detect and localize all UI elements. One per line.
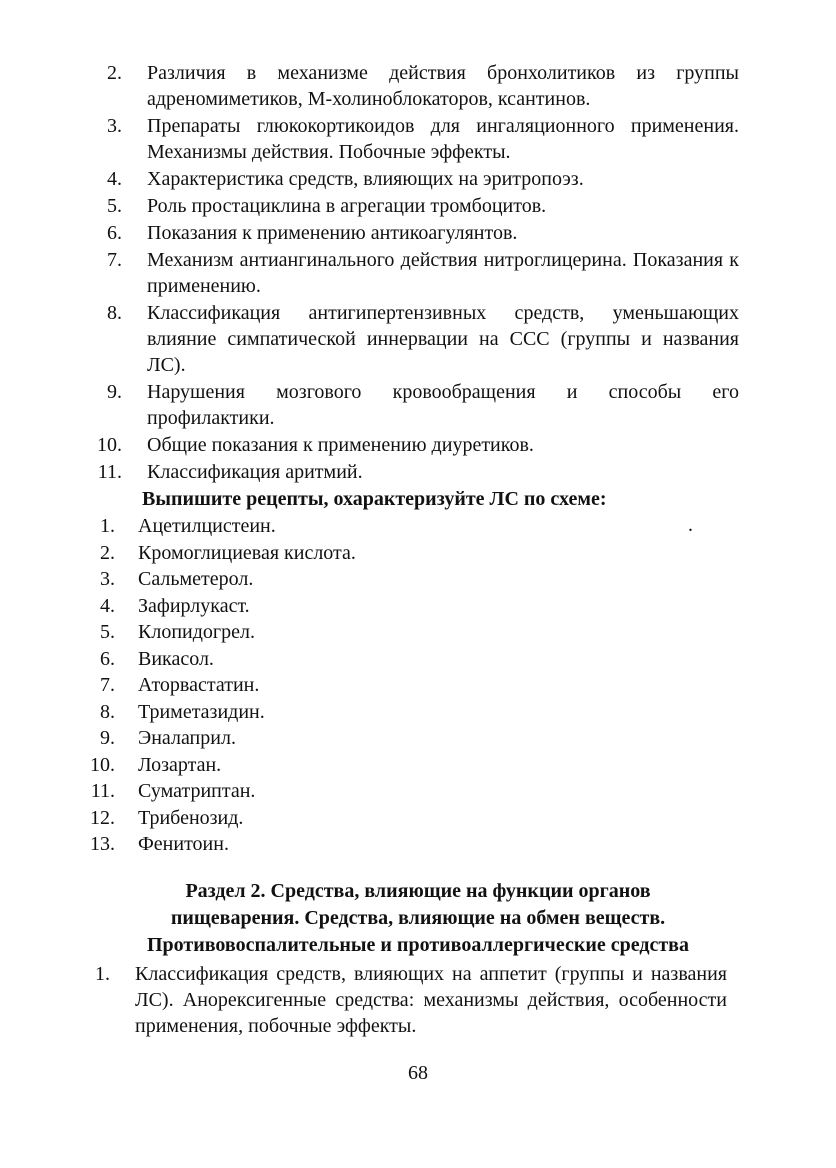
- item-text: Различия в механизме действия бронхолитиков из группы адреномиметиков, М-холиноблокаторов, ксантинов.: [147, 62, 739, 110]
- drug-name: Эналаприл.: [138, 727, 236, 749]
- drug-name: Клопидогрел.: [138, 621, 255, 643]
- item-number: 6.: [100, 647, 115, 670]
- list-item: [0, 831, 836, 858]
- list-item: [0, 725, 836, 752]
- drug-name: Викасол.: [138, 647, 214, 670]
- item-number: 7.: [107, 249, 122, 271]
- item-number: 6.: [107, 222, 122, 244]
- item-number: 8.: [107, 302, 122, 324]
- item-number: 13.: [90, 833, 115, 855]
- list-item: [0, 193, 836, 219]
- item-number: 5.: [107, 195, 122, 217]
- list-item: [0, 379, 836, 431]
- item-text: Общие показания к применению диуретиков.: [147, 434, 534, 456]
- item-number: 4.: [100, 594, 115, 617]
- list-item: [0, 566, 836, 593]
- item-text: Классификация аритмий.: [147, 461, 363, 483]
- list-item: [0, 752, 836, 779]
- list-item: [0, 300, 836, 378]
- list-item: [0, 619, 836, 646]
- item-text: Нарушения мозгового кровообращения и способы его профилактики.: [147, 381, 739, 429]
- item-number: 2.: [100, 541, 115, 564]
- item-number: 5.: [100, 621, 115, 643]
- drug-name: Аторвастатин.: [138, 674, 260, 696]
- item-number: 8.: [100, 700, 115, 723]
- stray-mark: .: [688, 514, 693, 536]
- section-questions-list: [0, 961, 836, 1040]
- list-item: [0, 432, 836, 458]
- drug-name: Фенитоин.: [138, 833, 229, 855]
- item-text: Классификация средств, влияющих на аппетит (группы и названия ЛС). Анорексигенные средства: механизмы действия, особенности применения, побочные эффекты.: [135, 963, 727, 1037]
- page-number: 68: [408, 1062, 428, 1084]
- list-item: [0, 459, 836, 485]
- section-title-line: Противовоспалительные и противоаллергические средства: [146, 934, 689, 956]
- list-item: [0, 166, 836, 192]
- list-item: [0, 805, 836, 832]
- section-title: [0, 878, 836, 959]
- item-number: 1.: [95, 963, 110, 985]
- item-text: Препараты глюкокортикоидов для ингаляционного применения. Механизмы действия. Побочные эффекты.: [147, 115, 739, 163]
- list-item: [0, 60, 836, 112]
- prescriptions-list: [0, 513, 836, 858]
- list-item: [0, 646, 836, 673]
- list-item: [0, 247, 836, 299]
- section-title-line: пищеварения. Средства, влияющие на обмен веществ.: [170, 907, 666, 929]
- item-text: Классификация антигипертензивных средств, уменьшающих влияние симпатической иннервации на ССС (группы и названия ЛС).: [147, 302, 739, 376]
- list-item: [0, 593, 836, 620]
- list-item: [0, 113, 836, 165]
- item-text: Механизм антиангинального действия нитроглицерина. Показания к применению.: [147, 249, 739, 297]
- drug-name: Кромоглициевая кислота.: [138, 541, 356, 564]
- drug-name: Сальметерол.: [138, 568, 254, 590]
- drug-name: Ацетилцистеин.: [138, 515, 276, 537]
- item-number: 12.: [90, 806, 115, 829]
- drug-name: Зафирлукаст.: [138, 594, 250, 617]
- item-text: Показания к применению антикоагулянтов.: [147, 222, 518, 244]
- list-item: [0, 672, 836, 699]
- item-text: Характеристика средств, влияющих на эритропоэз.: [147, 168, 584, 190]
- list-item: [0, 540, 836, 567]
- list-item: [0, 699, 836, 726]
- section-title-line: Раздел 2. Средства, влияющие на функции органов: [185, 880, 651, 902]
- item-number: 9.: [107, 381, 122, 403]
- item-number: 4.: [107, 168, 122, 190]
- list-item: [0, 513, 836, 540]
- list-item: [0, 778, 836, 805]
- list-item: [0, 961, 836, 1039]
- prescriptions-heading: Выпишите рецепты, охарактеризуйте ЛС по схеме:: [142, 488, 607, 510]
- item-number: 11.: [90, 780, 115, 802]
- drug-name: Суматриптан.: [138, 780, 256, 802]
- item-number: 7.: [100, 674, 115, 696]
- item-text: Роль простациклина в агрегации тромбоцитов.: [147, 195, 547, 217]
- item-number: 2.: [107, 62, 122, 84]
- questions-list: [0, 60, 836, 486]
- item-number: 10.: [97, 434, 122, 456]
- item-number: 3.: [107, 115, 122, 137]
- item-number: 11.: [97, 461, 122, 483]
- item-number: 9.: [100, 727, 115, 749]
- list-item: [0, 220, 836, 246]
- drug-name: Трибенозид.: [138, 806, 244, 829]
- item-number: 10.: [90, 753, 115, 776]
- item-number: 1.: [100, 515, 115, 537]
- drug-name: Триметазидин.: [138, 700, 265, 723]
- drug-name: Лозартан.: [138, 753, 222, 776]
- item-number: 3.: [100, 568, 115, 590]
